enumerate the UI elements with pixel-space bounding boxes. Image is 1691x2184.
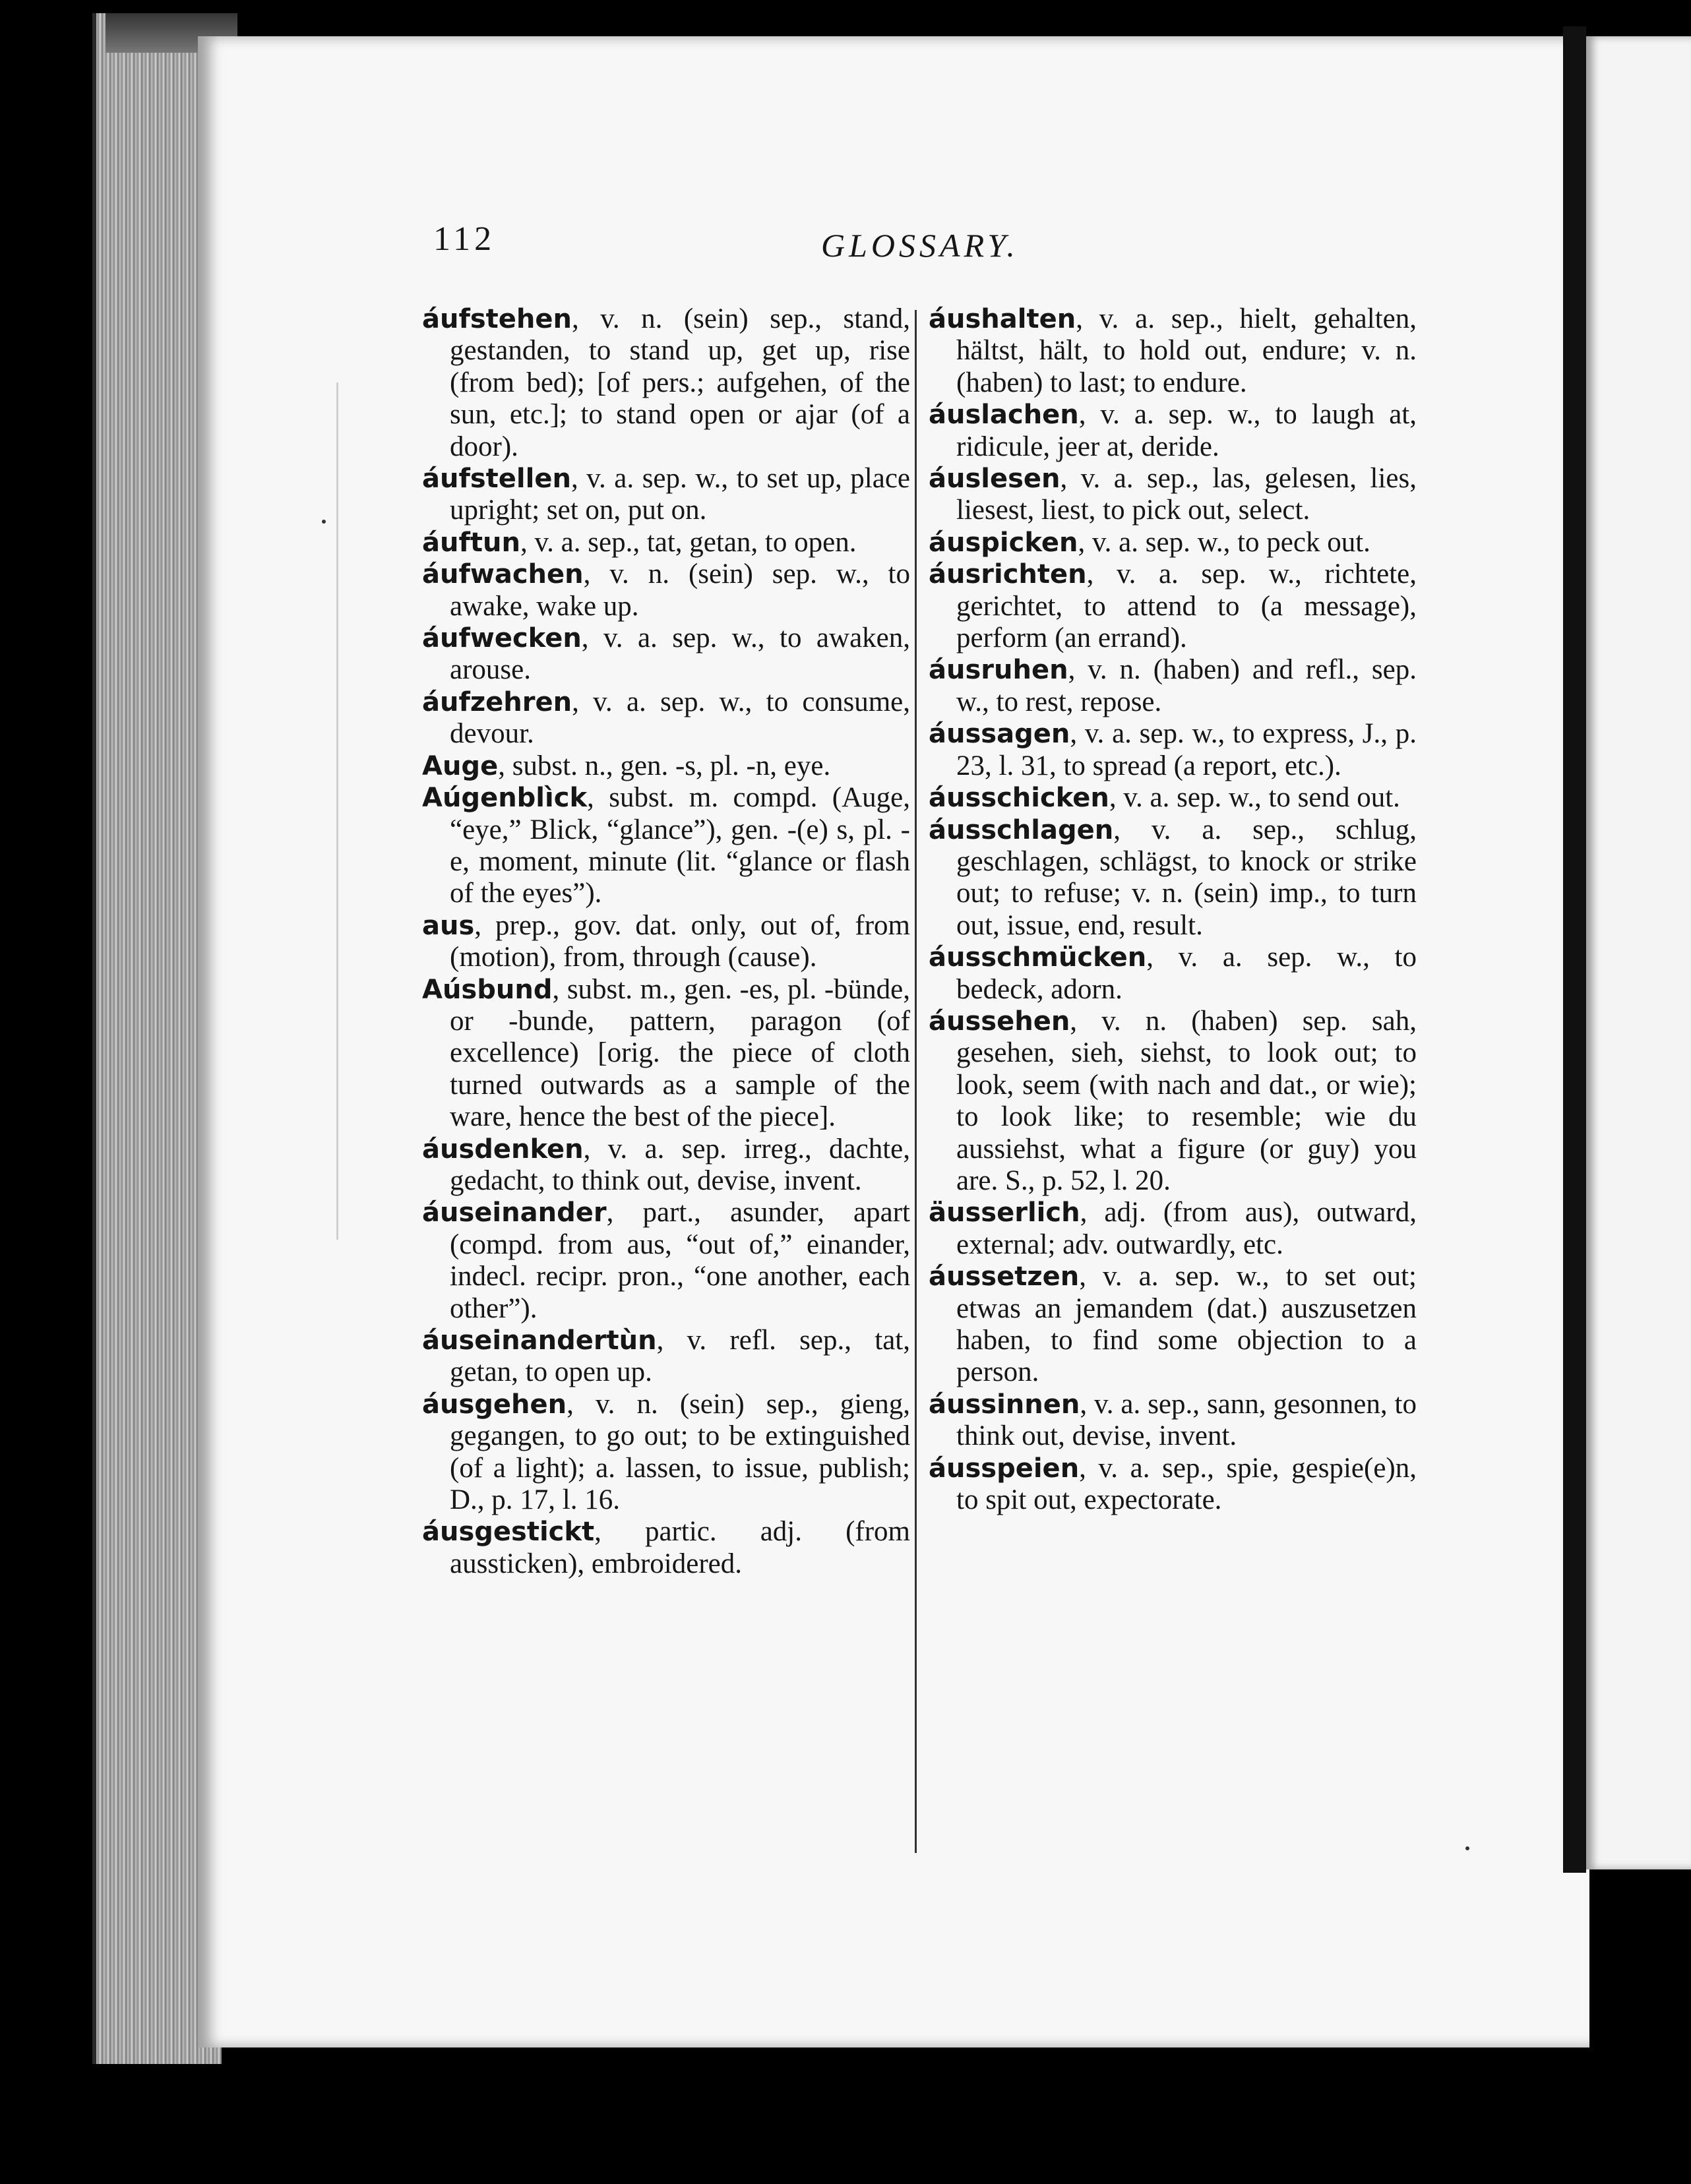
book-gutter: [1563, 26, 1586, 1873]
entry-headword: áusspeien: [929, 1453, 1080, 1484]
entry-headword: Aúsbund: [422, 974, 553, 1005]
entry-definition: , v. a. sep. w., to peck out.: [1078, 526, 1370, 558]
entry-definition: , v. a. sep. w., to set up, place upright; set on, put on.: [450, 463, 910, 526]
dust-speck: [322, 520, 326, 524]
entry-headword: áusschicken: [929, 783, 1109, 814]
glossary-entry: [929, 1453, 1417, 1517]
entry-headword: áusgehen: [422, 1389, 567, 1420]
entry-headword: áufstehen: [422, 304, 572, 334]
entry-definition: , subst. m. compd. (Auge, “eye,” Blick, “glance”), gen. -(e) s, pl. -e, moment, minute (lit. “glance or flash of the eyes”).: [450, 782, 910, 909]
entry-definition: , v. refl. sep., tat, getan, to open up.: [450, 1325, 910, 1388]
running-title: GLOSSARY.: [821, 227, 1019, 264]
column-divider: [915, 310, 917, 1853]
entry-headword: áufwecken: [422, 623, 582, 654]
entry-definition: , v. a. sep. irreg., dachte, gedacht, to think out, devise, invent.: [450, 1133, 910, 1196]
dust-speck: [1465, 1846, 1469, 1850]
page-number: 112: [433, 220, 496, 258]
glossary-entry: [422, 527, 910, 559]
entry-headword: áuseinandertùn: [422, 1325, 657, 1356]
glossary-entry: [422, 303, 910, 463]
entry-definition: , v. a. sep., spie, gespie(e)n, to spit out, expectorate.: [956, 1452, 1417, 1516]
entry-headword: áuspicken: [929, 527, 1078, 558]
entry-definition: , v. n. (sein) sep. w., to awake, wake up.: [450, 559, 910, 622]
entry-definition: , subst. m., gen. -es, pl. -bünde, or -bunde, pattern, paragon (of excellence) [orig. the piece of cloth turned outwards as a sample of the ware, hence the best of the piece].: [450, 973, 910, 1133]
entry-definition: , v. a. sep., hielt, gehalten, hältst, hält, to hold out, endure; v. n. (haben) to last; to endure.: [956, 303, 1417, 398]
next-page-edge: [1586, 36, 1691, 1869]
glossary-entry: [929, 527, 1417, 559]
entry-headword: áuftun: [422, 527, 520, 558]
entry-headword: áusgestickt: [422, 1517, 595, 1548]
entry-definition: , part., asunder, apart (compd. from aus, “out of,” einander, indecl. recipr. pron., “one another, each other”).: [450, 1197, 910, 1324]
entry-definition: , v. a. sep., las, gelesen, lies, liesest, liest, to pick out, select.: [956, 463, 1417, 526]
glossary-entry: [422, 1325, 910, 1389]
glossary-entry: [422, 750, 910, 782]
glossary-entry: [422, 782, 910, 910]
entry-headword: áuslachen: [929, 400, 1079, 431]
entry-headword: Aúgenblìck: [422, 783, 588, 814]
glossary-entry: [422, 463, 910, 527]
entry-headword: aus: [422, 910, 475, 941]
entry-definition: , v. a. sep. w., to awaken, arouse.: [450, 622, 910, 686]
entry-definition: , v. a. sep. w., to set out; etwas an jemandem (dat.) auszusetzen haben, to find some objection to a person.: [956, 1261, 1417, 1388]
glossary-entry: [929, 303, 1417, 399]
glossary-entry: [929, 1197, 1417, 1261]
entry-headword: áufwachen: [422, 559, 584, 590]
glossary-entry: [422, 974, 910, 1134]
entry-headword: áusruhen: [929, 655, 1068, 686]
glossary-entry: [929, 782, 1417, 814]
entry-headword: áussetzen: [929, 1261, 1080, 1292]
entry-headword: áussinnen: [929, 1389, 1080, 1420]
entry-definition: , subst. n., gen. -s, pl. -n, eye.: [498, 750, 831, 781]
entry-definition: , partic. adj. (from aussticken), embroidered.: [450, 1516, 910, 1579]
entry-definition: , v. a. sep. w., to bedeck, adorn.: [956, 942, 1417, 1005]
glossary-entry: [929, 942, 1417, 1006]
glossary-entry: [422, 686, 910, 750]
glossary-entry: [422, 559, 910, 622]
entry-headword: áusschmücken: [929, 942, 1147, 973]
glossary-entry: [422, 1389, 910, 1517]
entry-definition: , v. a. sep. w., richtete, gerichtet, to attend to (a message), perform (an errand).: [956, 559, 1417, 654]
entry-headword: áuslesen: [929, 464, 1061, 495]
glossary-entry: [929, 814, 1417, 942]
entry-headword: áusrichten: [929, 559, 1087, 590]
entry-definition: , v. a. sep., tat, getan, to open.: [520, 526, 857, 558]
entry-definition: , v. n. (haben) sep. sah, gesehen, sieh, siehst, to look out; to look, seem (with nach and dat., or wie); to look like; to resemble; wie du aussiehst, what a figure (or guy) you are. S., p. 52, l. 20.: [956, 1005, 1417, 1196]
entry-definition: , v. a. sep. w., to consume, devour.: [450, 686, 910, 750]
glossary-entry: [929, 399, 1417, 463]
entry-definition: , v. n. (haben) and refl., sep. w., to rest, repose.: [956, 654, 1417, 717]
glossary-entry: [422, 622, 910, 686]
entry-headword: áufstellen: [422, 464, 571, 495]
page-fold-line: [310, 382, 338, 1240]
glossary-column-right: [929, 303, 1417, 1516]
entry-definition: , v. a. sep. w., to send out.: [1109, 782, 1400, 814]
entry-headword: áusdenken: [422, 1134, 584, 1165]
glossary-entry: [929, 559, 1417, 654]
entry-definition: , v. a. sep., sann, gesonnen, to think out, devise, invent.: [956, 1388, 1417, 1452]
entry-definition: , v. n. (sein) sep., stand, gestanden, to stand up, get up, rise (from bed); [of pers.; aufgehen, of the sun, etc.]; to stand open or ajar (of a door).: [450, 303, 910, 462]
glossary-entry: [929, 1006, 1417, 1197]
entry-definition: , v. a. sep. w., to express, J., p. 23, l. 31, to spread (a report, etc.).: [956, 718, 1417, 781]
glossary-entry: [929, 463, 1417, 527]
entry-definition: , v. a. sep. w., to laugh at, ridicule, jeer at, deride.: [956, 399, 1417, 462]
entry-headword: áussehen: [929, 1006, 1070, 1037]
glossary-entry: [422, 1134, 910, 1198]
entry-definition: , prep., gov. dat. only, out of, from (motion), from, through (cause).: [450, 909, 910, 973]
entry-headword: áushalten: [929, 304, 1076, 334]
glossary-entry: [929, 654, 1417, 718]
entry-headword: áufzehren: [422, 686, 572, 717]
entry-headword: áussagen: [929, 719, 1070, 750]
glossary-entry: [422, 910, 910, 974]
entry-headword: áuseinander: [422, 1198, 607, 1228]
entry-headword: äusserlich: [929, 1198, 1080, 1228]
entry-headword: áusschlagen: [929, 814, 1114, 845]
glossary-entry: [422, 1516, 910, 1580]
entry-definition: , v. n. (sein) sep., gieng, gegangen, to go out; to be extinguished (of a light); a. lassen, to issue, publish; D., p. 17, l. 16.: [450, 1388, 910, 1516]
entry-definition: , v. a. sep., schlug, geschlagen, schlägst, to knock or strike out; to refuse; v. n. (sein) imp., to turn out, issue, end, result.: [956, 814, 1417, 941]
glossary-entry: [929, 718, 1417, 782]
entry-definition: , adj. (from aus), outward, external; adv. outwardly, etc.: [956, 1197, 1417, 1260]
glossary-entry: [422, 1197, 910, 1325]
entry-headword: Auge: [422, 750, 499, 781]
glossary-entry: [929, 1389, 1417, 1453]
glossary-column-left: [422, 303, 910, 1580]
glossary-entry: [929, 1261, 1417, 1389]
